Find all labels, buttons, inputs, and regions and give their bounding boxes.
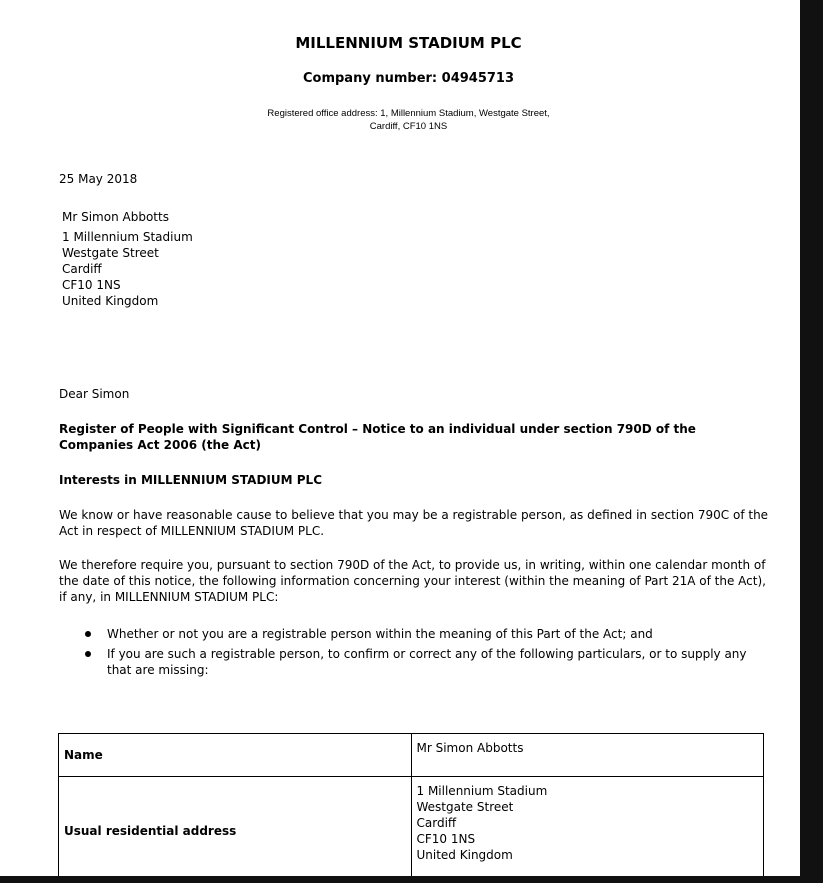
address-line: CF10 1NS (416, 832, 476, 846)
letter-date: 25 May 2018 (59, 172, 138, 186)
address-line: Cardiff (416, 816, 457, 830)
list-item-text: Whether or not you are a registrable person within the meaning of this Part of the Act; and (107, 627, 653, 641)
registered-office-address (0, 107, 800, 133)
registered-office-line: Cardiff, CF10 1NS (369, 121, 448, 132)
paragraph-reasonable-cause: We know or have reasonable cause to believe that you may be a registrable person, as defined in section 790C of the Act in respect of MILLENNIUM STADIUM PLC. (59, 508, 769, 538)
list-item (59, 626, 769, 642)
bullet-list (59, 626, 769, 682)
list-item-text: If you are such a registrable person, to confirm or correct any of the following particulars, or to supply any that are missing: (107, 647, 747, 677)
notice-heading (59, 421, 696, 453)
address-line: CF10 1NS (62, 278, 121, 292)
paragraph-requirement: We therefore require you, pursuant to section 790D of the Act, to provide us, in writing, within one calendar month of the date of this notice, the following information concerning your interest (within the meaning of Part 21A of the Act), if any, in MILLENNIUM STADIUM PLC: (59, 558, 766, 604)
salutation: Dear Simon (59, 387, 130, 401)
address-label: Usual residential address (59, 777, 412, 877)
table-row (59, 777, 764, 877)
name-value: Mr Simon Abbotts (411, 734, 764, 777)
company-name: MILLENNIUM STADIUM PLC (295, 34, 522, 52)
address-line: United Kingdom (62, 294, 159, 308)
address-line: 1 Millennium Stadium (62, 230, 193, 244)
address-line: United Kingdom (416, 848, 513, 862)
interests-subheading: Interests in MILLENNIUM STADIUM PLC (59, 473, 323, 487)
address-line: Westgate Street (416, 800, 514, 814)
bullet-icon (85, 651, 91, 657)
address-value (411, 777, 764, 877)
recipient-name: Mr Simon Abbotts (62, 210, 169, 224)
list-item (59, 646, 769, 678)
address-line: 1 Millennium Stadium (416, 784, 548, 798)
particulars-table (58, 733, 764, 876)
address-line: Westgate Street (62, 246, 159, 260)
recipient-address (62, 229, 193, 309)
bullet-icon (85, 631, 91, 637)
notice-heading-line: Register of People with Significant Control – Notice to an individual under section 790D of the (59, 422, 696, 436)
name-label: Name (59, 734, 412, 777)
registered-office-line: Registered office address: 1, Millennium Stadium, Westgate Street, (267, 108, 550, 119)
table-row (59, 734, 764, 777)
company-number: Company number: 04945713 (302, 71, 515, 86)
address-line: Cardiff (62, 262, 102, 276)
notice-heading-line: Companies Act 2006 (the Act) (59, 438, 261, 452)
